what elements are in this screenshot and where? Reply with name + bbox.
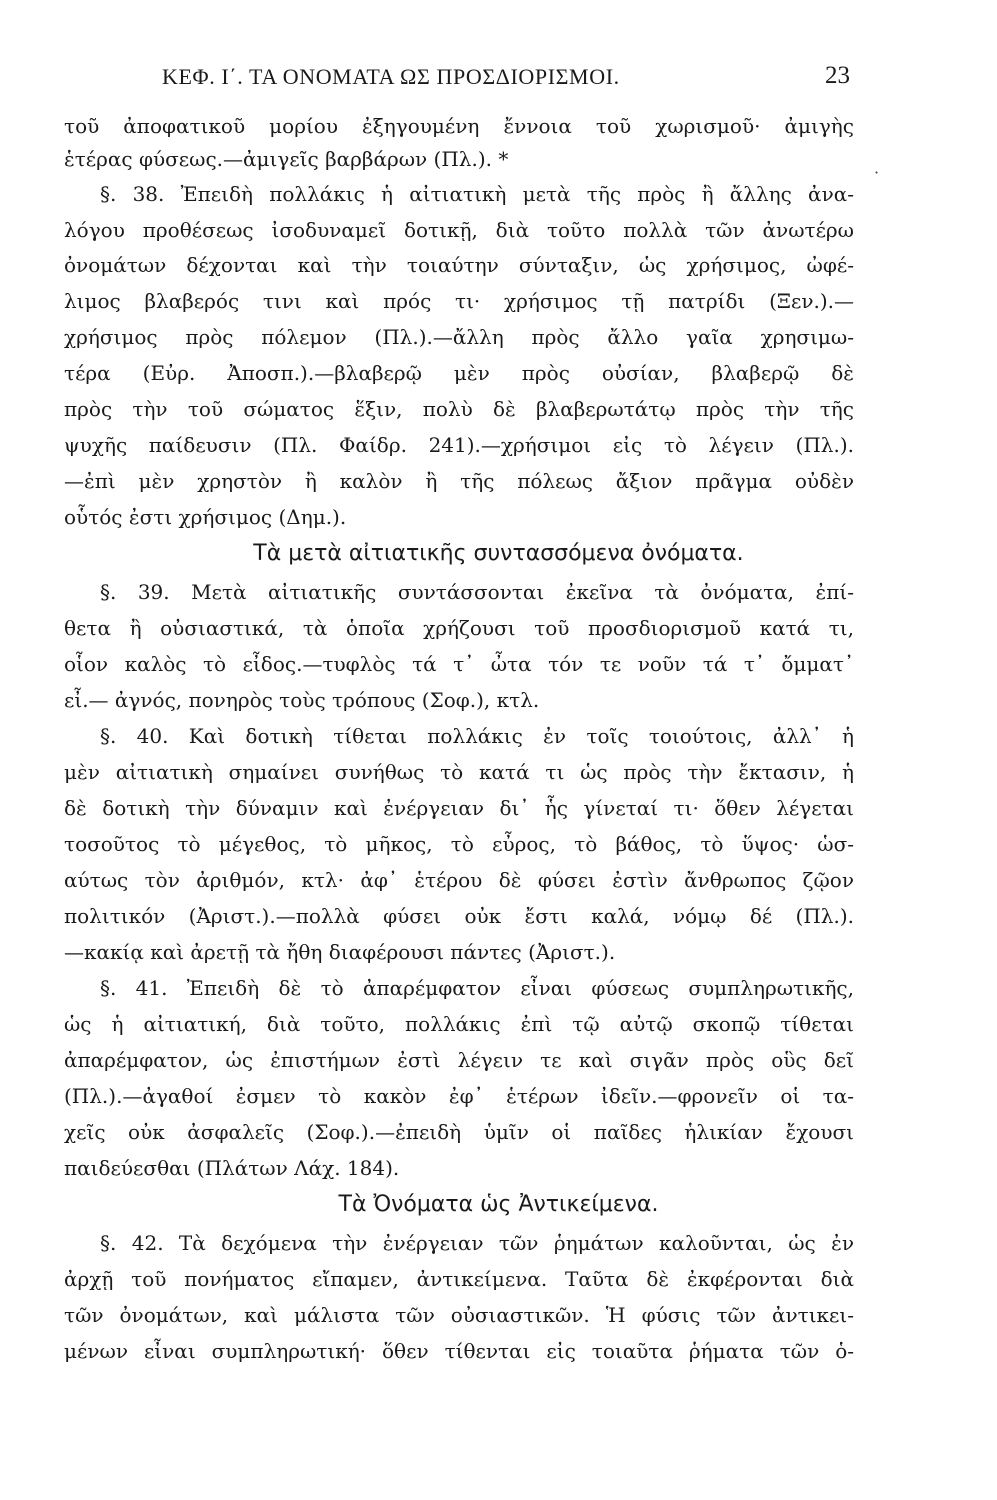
text-line: τέρα (Εὐρ. Ἀποσπ.).—βλαβερῷ μὲν πρὸς οὐσίαν, βλαβερῷ δὲ — [64, 361, 854, 385]
text-line: λιμος βλαβερός τινι καὶ πρός τι· χρήσιμος τῇ πατρίδι (Ξεν.).— — [64, 289, 854, 313]
margin-mark: · — [874, 163, 880, 182]
text-line: ἑτέρας φύσεως.—ἀμιγεῖς βαρβάρων (Πλ.). * — [64, 147, 509, 171]
section-38-line: §. 38. Ἐπειδὴ πολλάκις ἡ αἰτιατικὴ μετὰ τῆς πρὸς ἢ ἄλλης ἀνα- — [100, 182, 854, 206]
section-42-line: §. 42. Τὰ δεχόμενα τὴν ἐνέργειαν τῶν ῥημάτων καλοῦνται, ὡς ἐν — [100, 1231, 854, 1255]
text-line: —κακίᾳ καὶ ἀρετῇ τὰ ἤθη διαφέρουσι πάντες (Ἀριστ.). — [64, 940, 616, 964]
text-line: ὀνομάτων δέχονται καὶ τὴν τοιαύτην σύνταξιν, ὡς χρήσιμος, ὠφέ- — [64, 253, 854, 277]
page-number: 23 — [825, 62, 850, 89]
text-line: ψυχῆς παίδευσιν (Πλ. Φαίδρ. 241).—χρήσιμοι εἰς τὸ λέγειν (Πλ.). — [64, 433, 854, 457]
text-line: δὲ δοτικὴ τὴν δύναμιν καὶ ἐνέργειαν δι᾽ ἧς γίνεταί τι· ὅθεν λέγεται — [64, 796, 854, 820]
text-line: ὡς ἡ αἰτιατική, διὰ τοῦτο, πολλάκις ἐπὶ τῷ αὐτῷ σκοπῷ τίθεται — [64, 1012, 854, 1036]
section-heading: Τὰ Ὀνόματα ὡς Ἀντικείμενα. — [338, 1192, 659, 1217]
text-line: παιδεύεσθαι (Πλάτων Λάχ. 184). — [64, 1156, 400, 1180]
page-header — [162, 60, 850, 100]
text-line: θετα ἢ οὐσιαστικά, τὰ ὁποῖα χρήζουσι τοῦ προσδιορισμοῦ κατά τι, — [64, 616, 854, 640]
text-line: πρὸς τὴν τοῦ σώματος ἕξιν, πολὺ δὲ βλαβερωτάτῳ πρὸς τὴν τῆς — [64, 397, 854, 421]
text-line: τοῦ ἀποφατικοῦ μορίου ἐξηγουμένη ἔννοια τοῦ χωρισμοῦ· ἀμιγὴς — [64, 114, 854, 138]
section-39-line: §. 39. Μετὰ αἰτιατικῆς συντάσσονται ἐκεῖνα τὰ ὀνόματα, ἐπί- — [100, 580, 854, 604]
text-line: οὗτός ἐστι χρήσιμος (Δημ.). — [64, 505, 347, 529]
text-line: χεῖς οὐκ ἀσφαλεῖς (Σοφ.).—ἐπειδὴ ὑμῖν οἱ παῖδες ἡλικίαν ἔχουσι — [64, 1120, 854, 1144]
text-line: —ἐπὶ μὲν χρηστὸν ἢ καλὸν ἢ τῆς πόλεως ἄξιον πρᾶγμα οὐδὲν — [64, 469, 854, 493]
section-heading: Τὰ μετὰ αἰτιατικῆς συντασσόμενα ὀνόματα. — [253, 541, 744, 566]
text-line: μὲν αἰτιατικὴ σημαίνει συνήθως τὸ κατά τι ὡς πρὸς τὴν ἔκτασιν, ἡ — [64, 760, 854, 784]
text-line: πολιτικόν (Ἀριστ.).—πολλὰ φύσει οὐκ ἔστι καλά, νόμῳ δέ (Πλ.). — [64, 904, 854, 928]
text-line: (Πλ.).—ἀγαθοί ἐσμεν τὸ κακὸν ἐφ᾽ ἑτέρων ἰδεῖν.—φρονεῖν οἱ τα- — [64, 1084, 854, 1108]
text-line: μένων εἶναι συμπληρωτική· ὅθεν τίθενται εἰς τοιαῦτα ῥήματα τῶν ὁ- — [64, 1339, 854, 1363]
text-line: αύτως τὸν ἀριθμόν, κτλ· ἀφ᾽ ἑτέρου δὲ φύσει ἐστὶν ἄνθρωπος ζῷον — [64, 868, 854, 892]
text-line: τῶν ὀνομάτων, καὶ μάλιστα τῶν οὐσιαστικῶν. Ἡ φύσις τῶν ἀντικει- — [64, 1303, 854, 1327]
text-line: λόγου προθέσεως ἰσοδυναμεῖ δοτικῇ, διὰ τοῦτο πολλὰ τῶν ἀνωτέρω — [64, 218, 854, 242]
text-line: ἀρχῇ τοῦ πονήματος εἴπαμεν, ἀντικείμενα. Ταῦτα δὲ ἐκφέρονται διὰ — [64, 1267, 854, 1291]
text-line: οἷον καλὸς τὸ εἶδος.—τυφλὸς τά τ᾽ ὦτα τόν τε νοῦν τά τ᾽ ὄμματ᾽ — [64, 652, 854, 676]
text-line: ἀπαρέμφατον, ὡς ἐπιστήμων ἐστὶ λέγειν τε καὶ σιγᾶν πρὸς οὓς δεῖ — [64, 1048, 854, 1072]
text-line: χρήσιμος πρὸς πόλεμον (Πλ.).—ἄλλη πρὸς ἄλλο γαῖα χρησιμω- — [64, 325, 854, 349]
text-line: εἶ.— ἀγνός, πονηρὸς τοὺς τρόπους (Σοφ.), κτλ. — [64, 688, 540, 712]
section-41-line: §. 41. Ἐπειδὴ δὲ τὸ ἀπαρέμφατον εἶναι φύσεως συμπληρωτικῆς, — [100, 976, 854, 1000]
section-40-line: §. 40. Καὶ δοτικὴ τίθεται πολλάκις ἐν τοῖς τοιούτοις, ἀλλ᾽ ἡ — [100, 724, 854, 748]
text-line: τοσοῦτος τὸ μέγεθος, τὸ μῆκος, τὸ εὖρος, τὸ βάθος, τὸ ὕψος· ὡσ- — [64, 832, 854, 856]
running-head: ΚΕΦ. Ι΄. ΤΑ ΟΝΟΜΑΤΑ ΩΣ ΠΡΟΣΔΙΟΡΙΣΜΟΙ. — [162, 64, 620, 89]
